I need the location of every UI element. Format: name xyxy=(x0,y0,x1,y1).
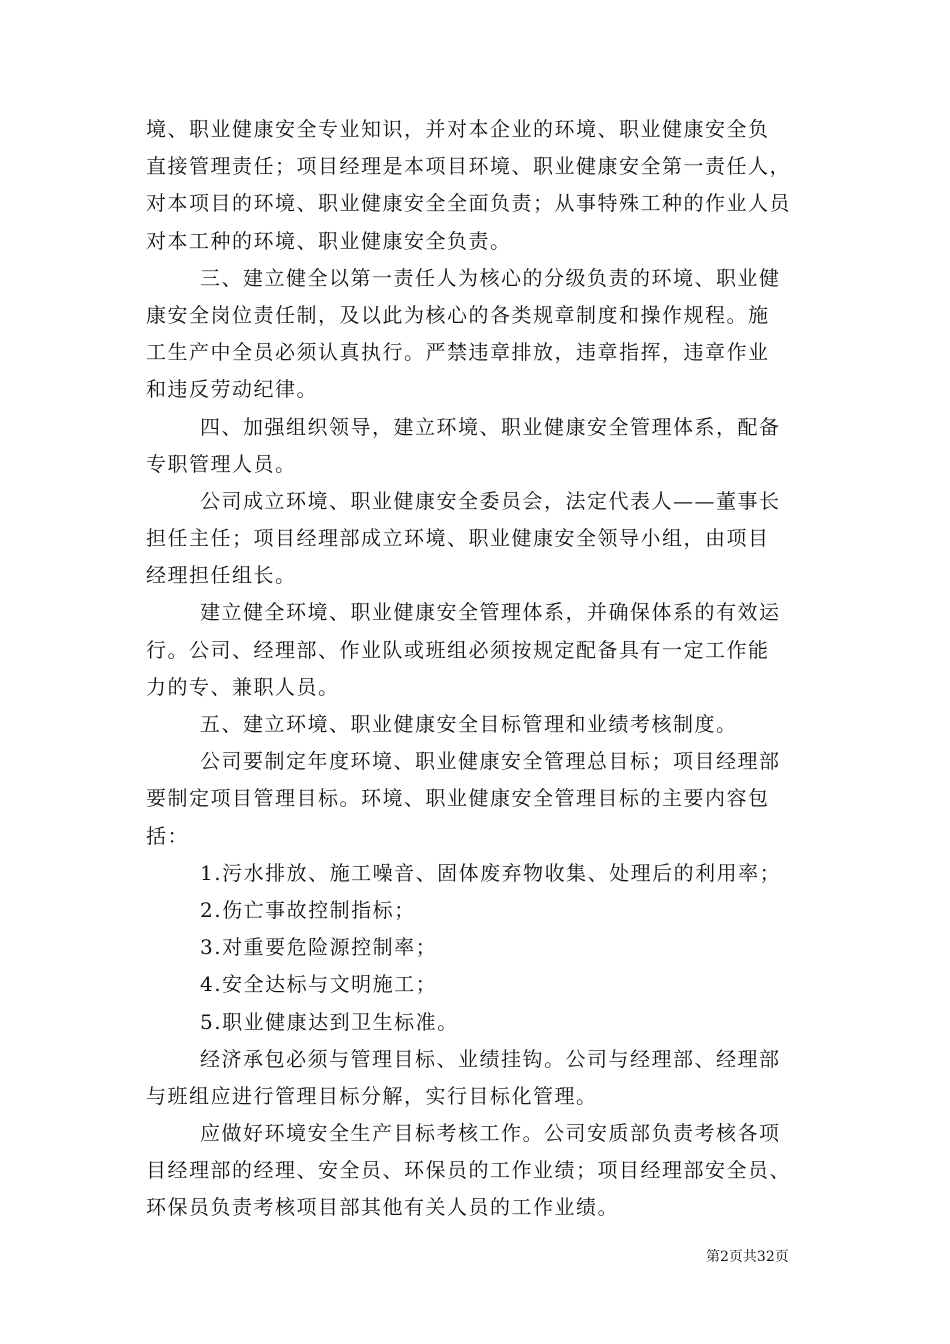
text-line: 力的专、兼职人员。 xyxy=(146,674,340,699)
paragraph-start-line: 四、加强组织领导，建立环境、职业健康安全管理体系，配备 xyxy=(200,414,781,439)
document-body xyxy=(146,111,814,1227)
list-item-line: 5.职业健康达到卫生标准。 xyxy=(200,1009,459,1034)
text-line: 经理担任组长。 xyxy=(146,563,297,588)
text-line: 括： xyxy=(146,823,189,848)
list-item-line: 4.安全达标与文明施工； xyxy=(200,972,438,997)
text-line: 行。公司、经理部、作业队或班组必须按规定配备具有一定工作能 xyxy=(146,637,770,662)
page-number-footer: 第2页共32页 xyxy=(706,1249,789,1265)
text-line: 境、职业健康安全专业知识，并对本企业的环境、职业健康安全负 xyxy=(146,117,770,141)
list-item-line: 1.污水排放、施工噪音、固体废弃物收集、处理后的利用率； xyxy=(200,860,782,885)
text-line: 对本工种的环境、职业健康安全负责。 xyxy=(146,228,512,253)
paragraph-start-line: 三、建立健全以第一责任人为核心的分级负责的环境、职业健 xyxy=(200,265,781,290)
paragraph-start-line: 公司要制定年度环境、职业健康安全管理总目标；项目经理部 xyxy=(200,749,781,774)
paragraph-start-line: 经济承包必须与管理目标、业绩挂钩。公司与经理部、经理部 xyxy=(200,1046,781,1071)
text-line: 康安全岗位责任制，及以此为核心的各类规章制度和操作规程。施 xyxy=(146,302,770,327)
paragraph-start-line: 应做好环境安全生产目标考核工作。公司安质部负责考核各项 xyxy=(200,1121,781,1146)
section-heading-line: 五、建立环境、职业健康安全目标管理和业绩考核制度。 xyxy=(200,712,738,736)
text-line: 专职管理人员。 xyxy=(146,451,297,476)
text-line: 与班组应进行管理目标分解，实行目标化管理。 xyxy=(146,1083,598,1108)
text-line: 直接管理责任；项目经理是本项目环境、职业健康安全第一责任人， xyxy=(146,154,791,179)
list-item-line: 3.对重要危险源控制率； xyxy=(200,935,438,960)
paragraph-start-line: 公司成立环境、职业健康安全委员会，法定代表人——董事长 xyxy=(200,488,781,513)
text-line: 要制定项目管理目标。环境、职业健康安全管理目标的主要内容包 xyxy=(146,786,770,811)
text-line: 和违反劳动纪律。 xyxy=(146,377,318,402)
text-line: 担任主任；项目经理部成立环境、职业健康安全领导小组，由项目 xyxy=(146,526,770,551)
text-line: 环保员负责考核项目部其他有关人员的工作业绩。 xyxy=(146,1195,619,1220)
paragraph-start-line: 建立健全环境、职业健康安全管理体系，并确保体系的有效运 xyxy=(200,600,781,625)
text-line: 工生产中全员必须认真执行。严禁违章排放，违章指挥，违章作业 xyxy=(146,340,770,365)
text-line: 目经理部的经理、安全员、环保员的工作业绩；项目经理部安全员、 xyxy=(146,1158,791,1183)
list-item-line: 2.伤亡事故控制指标； xyxy=(200,897,416,922)
text-line: 对本项目的环境、职业健康安全全面负责；从事特殊工种的作业人员 xyxy=(146,191,791,216)
